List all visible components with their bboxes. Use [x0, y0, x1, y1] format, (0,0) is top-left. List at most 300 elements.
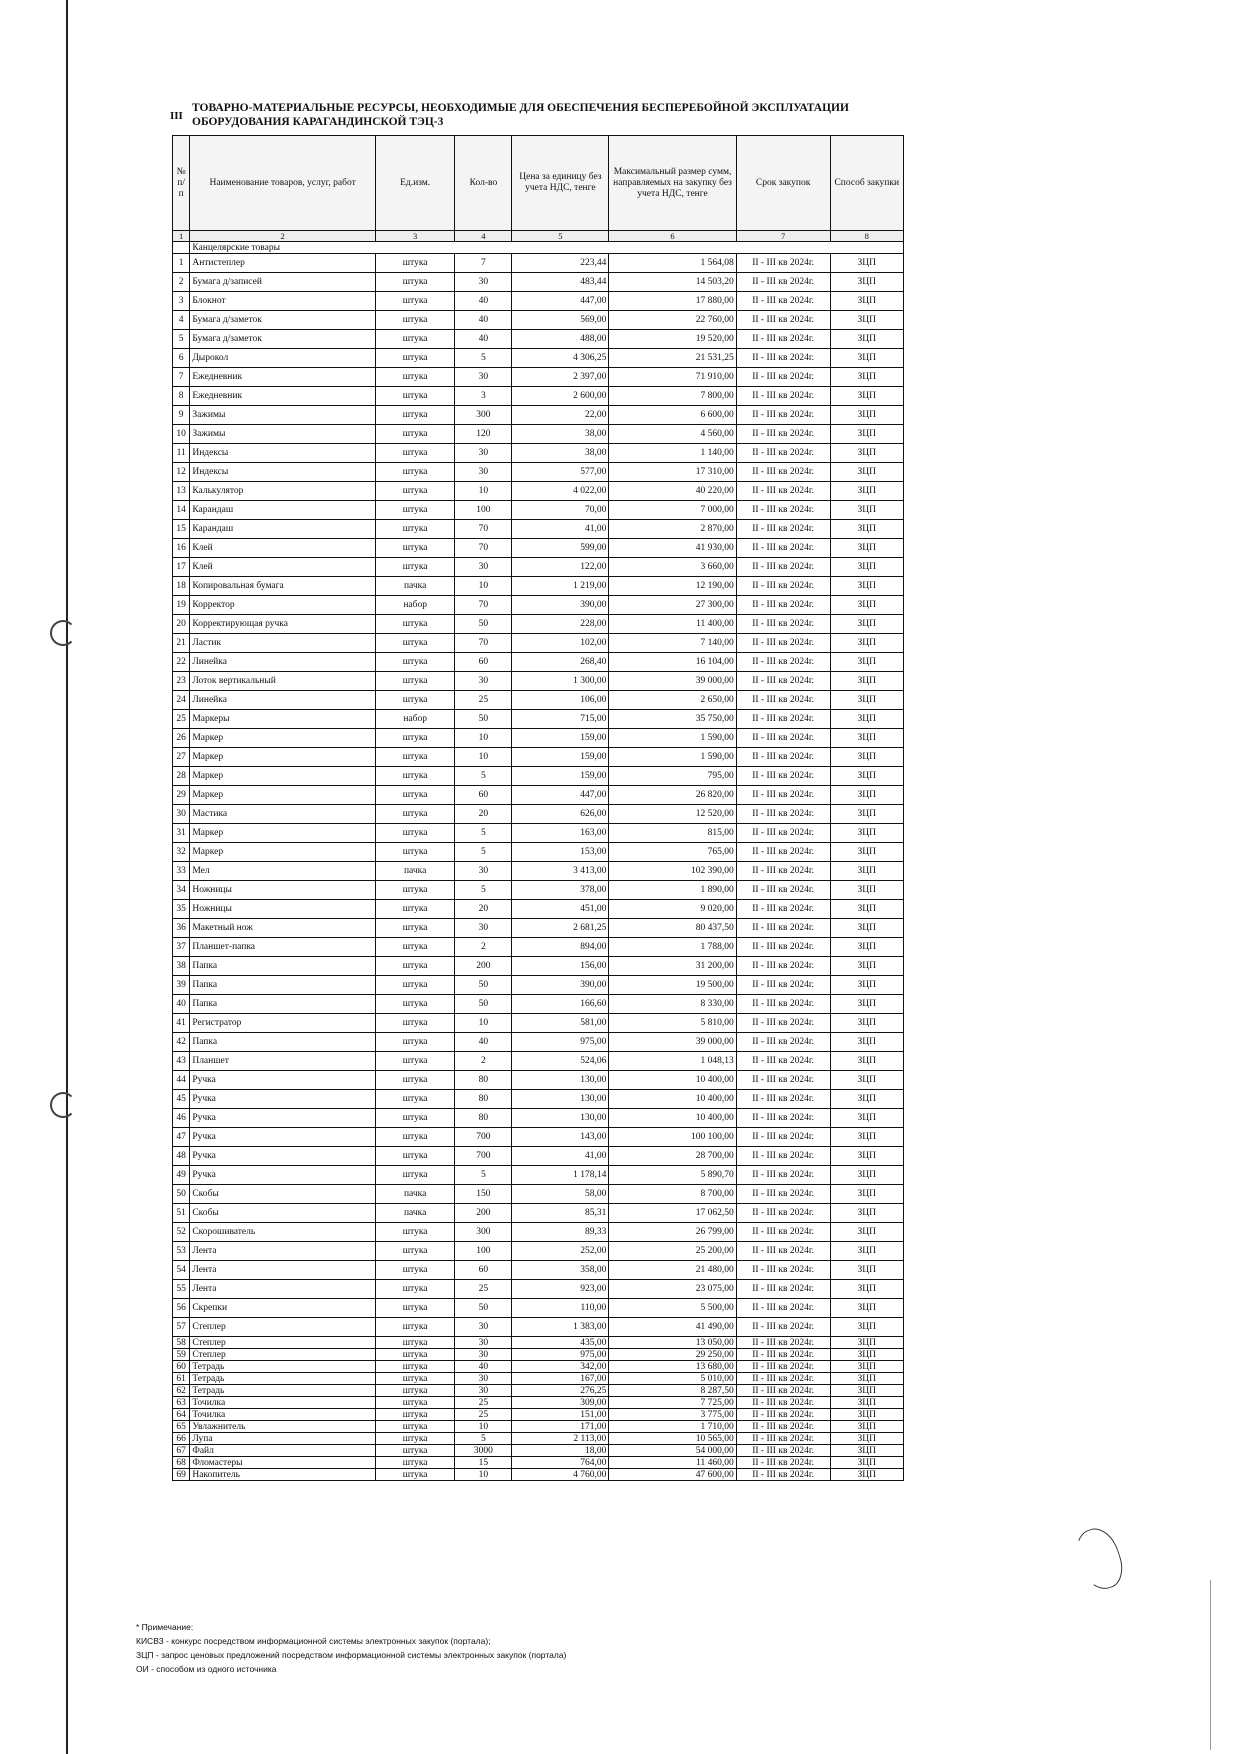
unit: штука	[375, 254, 455, 273]
row-number: 2	[173, 273, 190, 292]
max-amount: 8 330,00	[609, 995, 736, 1014]
procurement-method: ЗЦП	[830, 1280, 903, 1299]
procurement-period: II - III кв 2024г.	[736, 292, 830, 311]
unit-price: 2 113,00	[512, 1433, 609, 1445]
procurement-period: II - III кв 2024г.	[736, 444, 830, 463]
quantity: 30	[455, 558, 512, 577]
quantity: 60	[455, 1261, 512, 1280]
unit: штука	[375, 824, 455, 843]
table-row	[173, 919, 904, 938]
quantity: 10	[455, 1421, 512, 1433]
unit: штука	[375, 387, 455, 406]
procurement-method: ЗЦП	[830, 406, 903, 425]
procurement-period: II - III кв 2024г.	[736, 1185, 830, 1204]
procurement-period: II - III кв 2024г.	[736, 786, 830, 805]
quantity: 2	[455, 1052, 512, 1071]
procurement-period: II - III кв 2024г.	[736, 1204, 830, 1223]
item-name: Скобы	[190, 1185, 376, 1204]
unit-price: 41,00	[512, 520, 609, 539]
item-name: Скрепки	[190, 1299, 376, 1318]
unit: штука	[375, 1071, 455, 1090]
item-name: Маркер	[190, 767, 376, 786]
max-amount: 17 880,00	[609, 292, 736, 311]
unit-price: 3 413,00	[512, 862, 609, 881]
procurement-period: II - III кв 2024г.	[736, 1397, 830, 1409]
unit-price: 130,00	[512, 1109, 609, 1128]
max-amount: 815,00	[609, 824, 736, 843]
table-row	[173, 1147, 904, 1166]
item-name: Папка	[190, 1033, 376, 1052]
unit-price: 488,00	[512, 330, 609, 349]
row-number: 61	[173, 1373, 190, 1385]
procurement-method: ЗЦП	[830, 1385, 903, 1397]
max-amount: 40 220,00	[609, 482, 736, 501]
item-name: Карандаш	[190, 501, 376, 520]
procurement-method: ЗЦП	[830, 292, 903, 311]
column-header: № п/п	[173, 136, 190, 231]
max-amount: 6 600,00	[609, 406, 736, 425]
table-row	[173, 786, 904, 805]
procurement-method: ЗЦП	[830, 1185, 903, 1204]
table-row	[173, 1090, 904, 1109]
max-amount: 13 050,00	[609, 1337, 736, 1349]
unit-price: 483,44	[512, 273, 609, 292]
quantity: 60	[455, 786, 512, 805]
unit-price: 41,00	[512, 1147, 609, 1166]
table-row	[173, 292, 904, 311]
column-number: 3	[375, 231, 455, 242]
unit-price: 159,00	[512, 767, 609, 786]
unit-price: 342,00	[512, 1361, 609, 1373]
unit: штука	[375, 938, 455, 957]
row-number: 53	[173, 1242, 190, 1261]
quantity: 40	[455, 1361, 512, 1373]
unit: штука	[375, 1385, 455, 1397]
unit: штука	[375, 1147, 455, 1166]
quantity: 10	[455, 482, 512, 501]
procurement-period: II - III кв 2024г.	[736, 520, 830, 539]
quantity: 15	[455, 1457, 512, 1469]
unit: штука	[375, 292, 455, 311]
procurement-period: II - III кв 2024г.	[736, 862, 830, 881]
item-name: Папка	[190, 957, 376, 976]
item-name: Ежедневник	[190, 368, 376, 387]
column-number: 2	[190, 231, 376, 242]
procurement-method: ЗЦП	[830, 311, 903, 330]
item-name: Антистеплер	[190, 254, 376, 273]
max-amount: 19 500,00	[609, 976, 736, 995]
quantity: 60	[455, 653, 512, 672]
unit-price: 975,00	[512, 1349, 609, 1361]
unit-price: 85,31	[512, 1204, 609, 1223]
procurement-method: ЗЦП	[830, 1014, 903, 1033]
procurement-period: II - III кв 2024г.	[736, 1052, 830, 1071]
table-row	[173, 406, 904, 425]
item-name: Мастика	[190, 805, 376, 824]
max-amount: 23 075,00	[609, 1280, 736, 1299]
procurement-method: ЗЦП	[830, 824, 903, 843]
quantity: 80	[455, 1109, 512, 1128]
unit: штука	[375, 881, 455, 900]
unit-price: 1 219,00	[512, 577, 609, 596]
row-number: 55	[173, 1280, 190, 1299]
row-number: 49	[173, 1166, 190, 1185]
max-amount: 11 400,00	[609, 615, 736, 634]
table-header-row	[173, 136, 904, 231]
table-row	[173, 1349, 904, 1361]
unit-price: 58,00	[512, 1185, 609, 1204]
max-amount: 21 480,00	[609, 1261, 736, 1280]
unit: штука	[375, 482, 455, 501]
item-name: Копировальная бумага	[190, 577, 376, 596]
row-number: 13	[173, 482, 190, 501]
footnote-line: * Примечание:	[136, 1622, 194, 1632]
punch-hole-mark	[50, 1092, 76, 1118]
item-name: Ежедневник	[190, 387, 376, 406]
quantity: 70	[455, 634, 512, 653]
row-number: 20	[173, 615, 190, 634]
unit: штука	[375, 957, 455, 976]
procurement-method: ЗЦП	[830, 653, 903, 672]
unit: пачка	[375, 577, 455, 596]
unit-price: 1 383,00	[512, 1318, 609, 1337]
max-amount: 102 390,00	[609, 862, 736, 881]
max-amount: 17 062,50	[609, 1204, 736, 1223]
max-amount: 16 104,00	[609, 653, 736, 672]
procurement-period: II - III кв 2024г.	[736, 1223, 830, 1242]
unit: штука	[375, 1409, 455, 1421]
quantity: 80	[455, 1090, 512, 1109]
table-row	[173, 691, 904, 710]
procurement-method: ЗЦП	[830, 349, 903, 368]
item-name: Калькулятор	[190, 482, 376, 501]
unit-price: 2 681,25	[512, 919, 609, 938]
unit: штука	[375, 1337, 455, 1349]
table-row	[173, 1337, 904, 1349]
unit-price: 599,00	[512, 539, 609, 558]
item-name: Маркер	[190, 729, 376, 748]
row-number: 62	[173, 1385, 190, 1397]
procurement-period: II - III кв 2024г.	[736, 900, 830, 919]
quantity: 25	[455, 1409, 512, 1421]
unit: штука	[375, 691, 455, 710]
table-row	[173, 254, 904, 273]
quantity: 300	[455, 406, 512, 425]
procurement-period: II - III кв 2024г.	[736, 1014, 830, 1033]
unit-price: 156,00	[512, 957, 609, 976]
row-number: 35	[173, 900, 190, 919]
max-amount: 26 799,00	[609, 1223, 736, 1242]
unit-price: 153,00	[512, 843, 609, 862]
procurement-method: ЗЦП	[830, 1445, 903, 1457]
row-number: 26	[173, 729, 190, 748]
max-amount: 3 775,00	[609, 1409, 736, 1421]
procurement-method: ЗЦП	[830, 1071, 903, 1090]
quantity: 40	[455, 330, 512, 349]
unit-price: 715,00	[512, 710, 609, 729]
quantity: 50	[455, 976, 512, 995]
unit: штука	[375, 767, 455, 786]
quantity: 30	[455, 444, 512, 463]
quantity: 50	[455, 995, 512, 1014]
quantity: 30	[455, 368, 512, 387]
quantity: 80	[455, 1071, 512, 1090]
quantity: 7	[455, 254, 512, 273]
max-amount: 12 520,00	[609, 805, 736, 824]
procurement-period: II - III кв 2024г.	[736, 463, 830, 482]
procurement-period: II - III кв 2024г.	[736, 1166, 830, 1185]
column-number: 4	[455, 231, 512, 242]
procurement-period: II - III кв 2024г.	[736, 938, 830, 957]
procurement-method: ЗЦП	[830, 444, 903, 463]
quantity: 30	[455, 862, 512, 881]
procurement-method: ЗЦП	[830, 615, 903, 634]
row-number: 41	[173, 1014, 190, 1033]
max-amount: 1 590,00	[609, 748, 736, 767]
item-name: Корректор	[190, 596, 376, 615]
procurement-method: ЗЦП	[830, 1166, 903, 1185]
max-amount: 54 000,00	[609, 1445, 736, 1457]
unit: штука	[375, 1445, 455, 1457]
procurement-period: II - III кв 2024г.	[736, 1361, 830, 1373]
unit-price: 228,00	[512, 615, 609, 634]
row-number: 27	[173, 748, 190, 767]
table-row	[173, 1373, 904, 1385]
table-row	[173, 1128, 904, 1147]
table-row	[173, 710, 904, 729]
row-number: 37	[173, 938, 190, 957]
procurement-period: II - III кв 2024г.	[736, 691, 830, 710]
table-row	[173, 1469, 904, 1481]
item-name: Накопитель	[190, 1469, 376, 1481]
table-row	[173, 1014, 904, 1033]
quantity: 30	[455, 1337, 512, 1349]
procurement-method: ЗЦП	[830, 1299, 903, 1318]
procurement-period: II - III кв 2024г.	[736, 843, 830, 862]
unit: штука	[375, 653, 455, 672]
max-amount: 1 890,00	[609, 881, 736, 900]
max-amount: 39 000,00	[609, 672, 736, 691]
item-name: Бумага д/заметок	[190, 311, 376, 330]
item-name: Лента	[190, 1261, 376, 1280]
procurement-method: ЗЦП	[830, 1397, 903, 1409]
unit: штука	[375, 425, 455, 444]
table-row	[173, 1052, 904, 1071]
max-amount: 39 000,00	[609, 1033, 736, 1052]
unit-price: 106,00	[512, 691, 609, 710]
row-number: 44	[173, 1071, 190, 1090]
unit-price: 1 178,14	[512, 1166, 609, 1185]
procurement-period: II - III кв 2024г.	[736, 1147, 830, 1166]
unit: штука	[375, 786, 455, 805]
row-number: 65	[173, 1421, 190, 1433]
procurement-period: II - III кв 2024г.	[736, 919, 830, 938]
procurement-period: II - III кв 2024г.	[736, 881, 830, 900]
max-amount: 19 520,00	[609, 330, 736, 349]
item-name: Макетный нож	[190, 919, 376, 938]
procurement-period: II - III кв 2024г.	[736, 1071, 830, 1090]
table-row	[173, 349, 904, 368]
unit-price: 70,00	[512, 501, 609, 520]
item-name: Корректирующая ручка	[190, 615, 376, 634]
unit: штука	[375, 843, 455, 862]
unit-price: 22,00	[512, 406, 609, 425]
unit-price: 171,00	[512, 1421, 609, 1433]
procurement-method: ЗЦП	[830, 748, 903, 767]
procurement-period: II - III кв 2024г.	[736, 976, 830, 995]
unit: штука	[375, 1090, 455, 1109]
unit-price: 390,00	[512, 976, 609, 995]
table-row	[173, 862, 904, 881]
row-number: 46	[173, 1109, 190, 1128]
row-number: 64	[173, 1409, 190, 1421]
item-name: Маркер	[190, 748, 376, 767]
procurement-method: ЗЦП	[830, 1433, 903, 1445]
quantity: 30	[455, 273, 512, 292]
max-amount: 7 000,00	[609, 501, 736, 520]
item-name: Ручка	[190, 1090, 376, 1109]
procurement-method: ЗЦП	[830, 919, 903, 938]
max-amount: 7 140,00	[609, 634, 736, 653]
procurement-period: II - III кв 2024г.	[736, 634, 830, 653]
unit: пачка	[375, 1204, 455, 1223]
item-name: Маркер	[190, 843, 376, 862]
table-row	[173, 1299, 904, 1318]
procurement-method: ЗЦП	[830, 1090, 903, 1109]
quantity: 30	[455, 463, 512, 482]
item-name: Лоток вертикальный	[190, 672, 376, 691]
item-name: Зажимы	[190, 406, 376, 425]
procurement-period: II - III кв 2024г.	[736, 1445, 830, 1457]
table-row	[173, 843, 904, 862]
unit-price: 358,00	[512, 1261, 609, 1280]
footnotes	[136, 1620, 566, 1676]
unit: штука	[375, 349, 455, 368]
scan-edge-line	[1210, 1580, 1211, 1750]
quantity: 50	[455, 710, 512, 729]
procurement-period: II - III кв 2024г.	[736, 1109, 830, 1128]
unit-price: 524,06	[512, 1052, 609, 1071]
row-number: 25	[173, 710, 190, 729]
unit-price: 923,00	[512, 1280, 609, 1299]
item-name: Ручка	[190, 1128, 376, 1147]
procurement-period: II - III кв 2024г.	[736, 501, 830, 520]
scan-margin-line	[66, 0, 68, 1754]
row-number: 1	[173, 254, 190, 273]
procurement-method: ЗЦП	[830, 1128, 903, 1147]
item-name: Клей	[190, 539, 376, 558]
item-name: Индексы	[190, 463, 376, 482]
item-name: Скобы	[190, 1204, 376, 1223]
max-amount: 8 700,00	[609, 1185, 736, 1204]
item-name: Планшет-папка	[190, 938, 376, 957]
column-number: 5	[512, 231, 609, 242]
unit: штука	[375, 1242, 455, 1261]
procurement-period: II - III кв 2024г.	[736, 729, 830, 748]
unit-price: 166,60	[512, 995, 609, 1014]
table-row	[173, 1204, 904, 1223]
procurement-method: ЗЦП	[830, 539, 903, 558]
procurement-method: ЗЦП	[830, 995, 903, 1014]
procurement-period: II - III кв 2024г.	[736, 406, 830, 425]
unit-price: 447,00	[512, 292, 609, 311]
max-amount: 100 100,00	[609, 1128, 736, 1147]
quantity: 10	[455, 729, 512, 748]
table-row	[173, 577, 904, 596]
table-row	[173, 596, 904, 615]
quantity: 5	[455, 767, 512, 786]
procurement-table	[172, 135, 904, 1481]
unit-price: 110,00	[512, 1299, 609, 1318]
procurement-method: ЗЦП	[830, 273, 903, 292]
unit-price: 252,00	[512, 1242, 609, 1261]
procurement-period: II - III кв 2024г.	[736, 1373, 830, 1385]
max-amount: 10 565,00	[609, 1433, 736, 1445]
quantity: 40	[455, 311, 512, 330]
max-amount: 1 788,00	[609, 938, 736, 957]
table-row	[173, 748, 904, 767]
procurement-period: II - III кв 2024г.	[736, 1033, 830, 1052]
unit-price: 2 397,00	[512, 368, 609, 387]
row-number: 3	[173, 292, 190, 311]
procurement-method: ЗЦП	[830, 577, 903, 596]
row-number: 43	[173, 1052, 190, 1071]
unit: набор	[375, 710, 455, 729]
max-amount: 26 820,00	[609, 786, 736, 805]
column-number: 8	[830, 231, 903, 242]
item-name: Лента	[190, 1280, 376, 1299]
table-row	[173, 520, 904, 539]
item-name: Регистратор	[190, 1014, 376, 1033]
unit-price: 569,00	[512, 311, 609, 330]
column-header: Цена за единицу без учета НДС, тенге	[512, 136, 609, 231]
row-number: 57	[173, 1318, 190, 1337]
unit: штука	[375, 976, 455, 995]
quantity: 30	[455, 1373, 512, 1385]
unit-price: 122,00	[512, 558, 609, 577]
quantity: 2	[455, 938, 512, 957]
row-number: 23	[173, 672, 190, 691]
row-number: 18	[173, 577, 190, 596]
row-number: 40	[173, 995, 190, 1014]
unit-price: 38,00	[512, 444, 609, 463]
unit: штука	[375, 1469, 455, 1481]
table-row	[173, 1421, 904, 1433]
row-number: 66	[173, 1433, 190, 1445]
row-number: 42	[173, 1033, 190, 1052]
row-number: 16	[173, 539, 190, 558]
item-name: Ручка	[190, 1109, 376, 1128]
unit: штука	[375, 1033, 455, 1052]
procurement-method: ЗЦП	[830, 1421, 903, 1433]
quantity: 5	[455, 349, 512, 368]
procurement-period: II - III кв 2024г.	[736, 1242, 830, 1261]
table-row	[173, 767, 904, 786]
procurement-period: II - III кв 2024г.	[736, 596, 830, 615]
unit: штука	[375, 900, 455, 919]
quantity: 200	[455, 1204, 512, 1223]
table-row	[173, 1280, 904, 1299]
quantity: 10	[455, 748, 512, 767]
procurement-method: ЗЦП	[830, 900, 903, 919]
row-number: 10	[173, 425, 190, 444]
quantity: 3000	[455, 1445, 512, 1457]
row-number: 59	[173, 1349, 190, 1361]
unit-price: 130,00	[512, 1090, 609, 1109]
max-amount: 22 760,00	[609, 311, 736, 330]
row-number: 7	[173, 368, 190, 387]
unit-price: 581,00	[512, 1014, 609, 1033]
